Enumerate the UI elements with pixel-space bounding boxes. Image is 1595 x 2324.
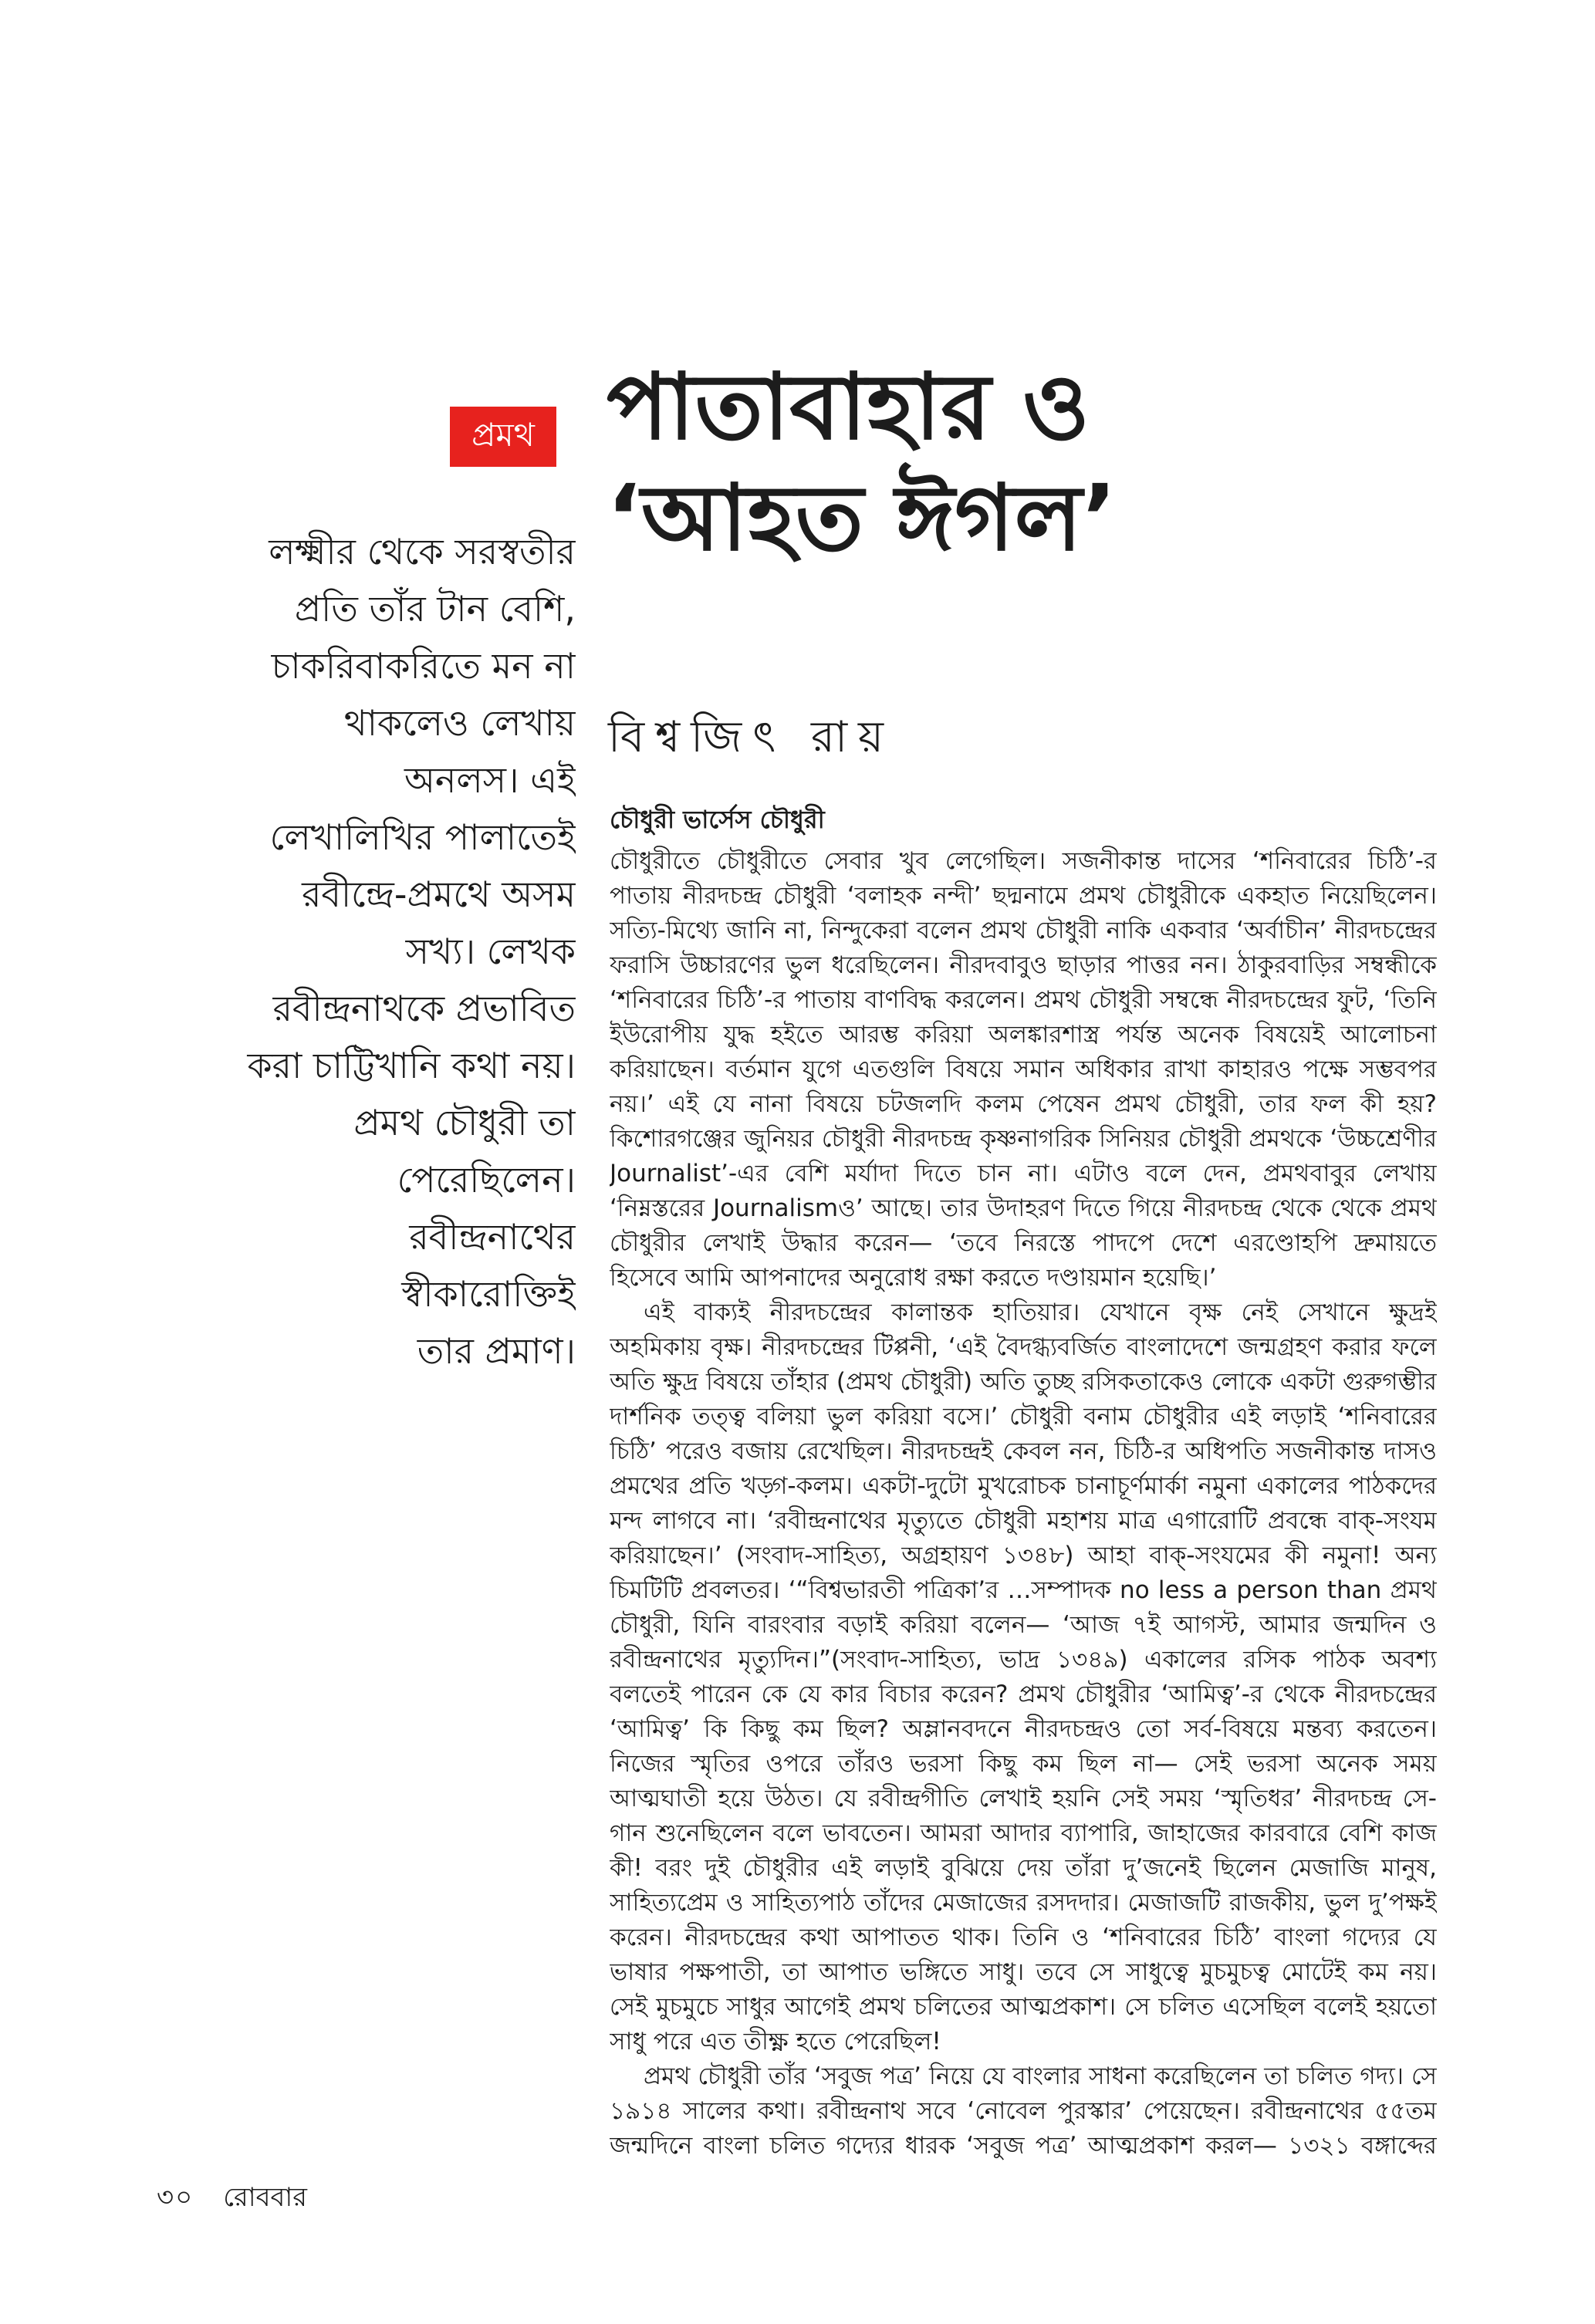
pull-quote-line: রবীন্দ্রে-প্রমথে অসম — [302, 873, 576, 915]
pull-quote-line: অনলস। এই — [404, 759, 576, 801]
pull-quote-line: করা চাট্টিখানি কথা নয়। — [247, 1045, 576, 1086]
pull-quote-line: স্বীকারোক্তিই — [401, 1273, 576, 1315]
body-line: নয়।’ এই যে নানা বিষয়ে চটজলদি কলম পেষেন প্রমথ চৌধুরী, তার ফল কী হয়? — [610, 1090, 1437, 1118]
body-line: আত্মঘাতী হয়ে উঠত। যে রবীন্দ্রগীতি লেখাই হয়নি সেই সময় ‘স্মৃতিধর’ নীরদচন্দ্র সে- — [610, 1785, 1437, 1812]
body-line: করিয়াছেন। বর্তমান যুগে এতগুলি বিষয়ে সমান অধিকার রাখা কাহারও পক্ষে সম্ভবপর — [610, 1056, 1437, 1083]
body-line: চৌধুরীর লেখাই উদ্ধার করেন— ‘তবে নিরস্তে পাদপে দেশে এরণ্ডোহপি দ্রুমায়তে — [610, 1229, 1437, 1257]
pull-quote-line: প্রমথ চৌধুরী তা — [353, 1102, 576, 1143]
body-line: হিসেবে আমি আপনাদের অনুরোধ রক্ষা করতে দণ্ডায়মান হয়েছি।’ — [610, 1264, 1217, 1292]
body-line: নিজের স্মৃতির ওপরে তাঁরও ভরসা কিছু কম ছিল না— সেই ভরসা অনেক সময় — [610, 1750, 1437, 1778]
body-line: কিশোরগঞ্জের জুনিয়র চৌধুরী নীরদচন্দ্র কৃষ্ণনাগরিক সিনিয়র চৌধুরী প্রমথকে ‘উচ্চশ্রেণীর — [610, 1125, 1437, 1153]
pull-quote-line: লক্ষ্মীর থেকে সরস্বতীর — [269, 531, 576, 573]
headline-line-2: ‘আহত ঈগল’ — [607, 464, 1117, 571]
pull-quote-line: পেরেছিলেন। — [397, 1159, 576, 1201]
body-line: গান শুনেছিলেন বলে ভাবতেন। আমরা আদার ব্যাপারি, জাহাজের কারবারে বেশি কাজ — [610, 1819, 1437, 1847]
body-line: সত্যি-মিথ্যে জানি না, নিন্দুকেরা বলেন প্রমথ চৌধুরী নাকি একবার ‘অর্বাচীন’ নীরদচন্দ্রের — [610, 917, 1437, 944]
kicker-label — [450, 407, 556, 467]
body-line: করেন। নীরদচন্দ্রের কথা আপাতত থাক। তিনি ও ‘শনিবারের চিঠি’ বাংলা গদ্যের যে — [610, 1924, 1437, 1951]
body-line: চিমটিটি প্রবলতর। ‘“বিশ্বভারতী পত্রিকা’র …সম্পাদক no less a person than প্রমথ — [610, 1576, 1437, 1604]
body-line: ভাষার পক্ষপাতী, তা আপাত ভঙ্গিতে সাধু। তবে সে সাধুত্বে মুচমুচত্ব মোটেই কম নয়। — [610, 1958, 1437, 1986]
body-line: অতি ক্ষুদ্র বিষয়ে তাঁহার (প্রমথ চৌধুরী) অতি তুচ্ছ রসিকতাকেও লোকে একটা গুরুগম্ভীর — [610, 1368, 1437, 1396]
headline-line-1: পাতাবাহার ও — [607, 353, 1090, 460]
body-line: ‘আমিত্ব’ কি কিছু কম ছিল? অম্লানবদনে নীরদচন্দ্রও তো সর্ব-বিষয়ে মন্তব্য করতেন। — [610, 1715, 1437, 1743]
pull-quote-line: লেখালিখির পালাতেই — [269, 816, 576, 858]
footer-magazine-name: রোববার — [223, 2182, 307, 2213]
kicker-text: প্রমথ — [471, 415, 535, 454]
pull-quote-line: প্রতি তাঁর টান বেশি, — [294, 588, 576, 630]
body-line: ইউরোপীয় যুদ্ধ হইতে আরম্ভ করিয়া অলঙ্কারশাস্ত্র পর্যন্ত অনেক বিষয়েই আলোচনা — [610, 1021, 1437, 1049]
body-line: ‘শনিবারের চিঠি’-র পাতায় বাণবিদ্ধ করলেন। প্রমথ চৌধুরী সম্বন্ধে নীরদচন্দ্রের ফুট, ‘তিনি — [610, 986, 1437, 1014]
body-line: রবীন্দ্রনাথের মৃত্যুদিন।”(সংবাদ-সাহিত্য, ভাদ্র ১৩৪৯) একালের রসিক পাঠক অবশ্য — [610, 1646, 1437, 1674]
pull-quote-line: রবীন্দ্রনাথের — [409, 1216, 576, 1258]
body-line: পাতায় নীরদচন্দ্র চৌধুরী ‘বলাহক নন্দী’ ছদ্মনামে প্রমথ চৌধুরীকে একহাত নিয়েছিলেন। — [610, 882, 1437, 910]
body-line: এই বাক্যই নীরদচন্দ্রের কালান্তক হাতিয়ার। যেখানে বৃক্ষ নেই সেখানে ক্ষুদ্রই — [644, 1299, 1437, 1326]
body-line: ১৯১৪ সালের কথা। রবীন্দ্রনাথ সবে ‘নোবেল পুরস্কার’ পেয়েছেন। রবীন্দ্রনাথের ৫৫তম — [610, 2097, 1437, 2125]
pull-quote-line: তার প্রমাণ। — [417, 1330, 576, 1372]
body-line: কী! বরং দুই চৌধুরীর এই লড়াই বুঝিয়ে দেয় তাঁরা দু’জনেই ছিলেন মেজাজি মানুষ, — [610, 1854, 1437, 1882]
body-line: অহমিকায় বৃক্ষ। নীরদচন্দ্রের টিপ্পনী, ‘এই বৈদগ্ধ্যবর্জিত বাংলাদেশে জন্মগ্রহণ করার ফলে — [610, 1333, 1437, 1361]
body-lines — [610, 844, 1437, 2164]
author-byline: বিশ্বজিৎ রায় — [608, 712, 895, 762]
body-line: প্রমথ চৌধুরী তাঁর ‘সবুজ পত্র’ নিয়ে যে বাংলার সাধনা করেছিলেন তা চলিত গদ্য। সে — [644, 2062, 1437, 2090]
body-line: প্রমথের প্রতি খড়্গ-কলম। একটা-দুটো মুখরোচক চানাচূর্ণমার্কা নমুনা একালের পাঠকদের — [610, 1472, 1437, 1500]
body-line: ফরাসি উচ্চারণের ভুল ধরেছিলেন। নীরদবাবুও ছাড়ার পাত্তর নন। ঠাকুরবাড়ির সম্বন্ধীকে — [610, 951, 1437, 979]
body-line: চৌধুরী, যিনি বারংবার বড়াই করিয়া বলেন— ‘আজ ৭ই আগস্ট, আমার জন্মদিন ও — [610, 1611, 1437, 1639]
footer-page-number: ৩০ — [157, 2182, 194, 2213]
page-footer — [157, 2177, 307, 2221]
body-line: করিয়াছেন।’ (সংবাদ-সাহিত্য, অগ্রহায়ণ ১৩৪৮) আহা বাক্-সংযমের কী নমুনা! অন্য — [610, 1542, 1437, 1569]
body-line: ‘নিম্নস্তরের Journalismও’ আছে। তার উদাহরণ দিতে গিয়ে নীরদচন্দ্র থেকে থেকে প্রমথ — [610, 1194, 1437, 1222]
article-headline — [607, 351, 1532, 573]
pull-quote-line: চাকরিবাকরিতে মন না — [271, 645, 576, 687]
body-line: চিঠি’ পরেও বজায় রেখেছিল। নীরদচন্দ্রই কেবল নন, চিঠি-র অধিপতি সজনীকান্ত দাসও — [610, 1437, 1437, 1465]
body-line: চৌধুরীতে চৌধুরীতে সেবার খুব লেগেছিল। সজনীকান্ত দাসের ‘শনিবারের চিঠি’-র — [610, 847, 1437, 875]
body-line: Journalist’-এর বেশি মর্যাদা দিতে চান না। এটাও বলে দেন, প্রমথবাবুর লেখায় — [610, 1160, 1437, 1187]
pull-quote — [116, 523, 576, 1380]
body-line: সেই মুচমুচে সাধুর আগেই প্রমথ চলিতের আত্মপ্রকাশ। সে চলিত এসেছিল বলেই হয়তো — [610, 1993, 1437, 2021]
pull-quote-line: সখ্য। লেখক — [405, 931, 576, 972]
body-line: সাধু পরে এত তীক্ষ্ণ হতে পেরেছিল! — [610, 2028, 941, 2055]
pull-quote-line: থাকলেও লেখায় — [343, 702, 576, 744]
article-body — [610, 802, 1437, 2164]
body-line: মন্দ লাগবে না। ‘রবীন্দ্রনাথের মৃত্যুতে চৌধুরী মহাশয় মাত্র এগারোটি প্রবন্ধে বাক্-সংযম — [610, 1507, 1437, 1535]
article-subhead: চৌধুরী ভার্সেস চৌধুরী — [610, 805, 825, 834]
body-line: বলতেই পারেন কে যে কার বিচার করেন? প্রমথ চৌধুরীর ‘আমিত্ব’-র থেকে নীরদচন্দ্রের — [610, 1681, 1437, 1708]
body-line: সাহিত্যপ্রেম ও সাহিত্যপাঠ তাঁদের মেজাজের রসদদার। মেজাজটি রাজকীয়, ভুল দু’পক্ষই — [610, 1889, 1437, 1917]
body-line: জন্মদিনে বাংলা চলিত গদ্যের ধারক ‘সবুজ পত্র’ আত্মপ্রকাশ করল— ১৩২১ বঙ্গাব্দের — [610, 2132, 1437, 2160]
pull-quote-line: রবীন্দ্রনাথকে প্রভাবিত — [272, 988, 576, 1029]
body-line: দার্শনিক তত্ত্ব বলিয়া ভুল করিয়া বসে।’ চৌধুরী বনাম চৌধুরীর এই লড়াই ‘শনিবারের — [610, 1403, 1437, 1431]
